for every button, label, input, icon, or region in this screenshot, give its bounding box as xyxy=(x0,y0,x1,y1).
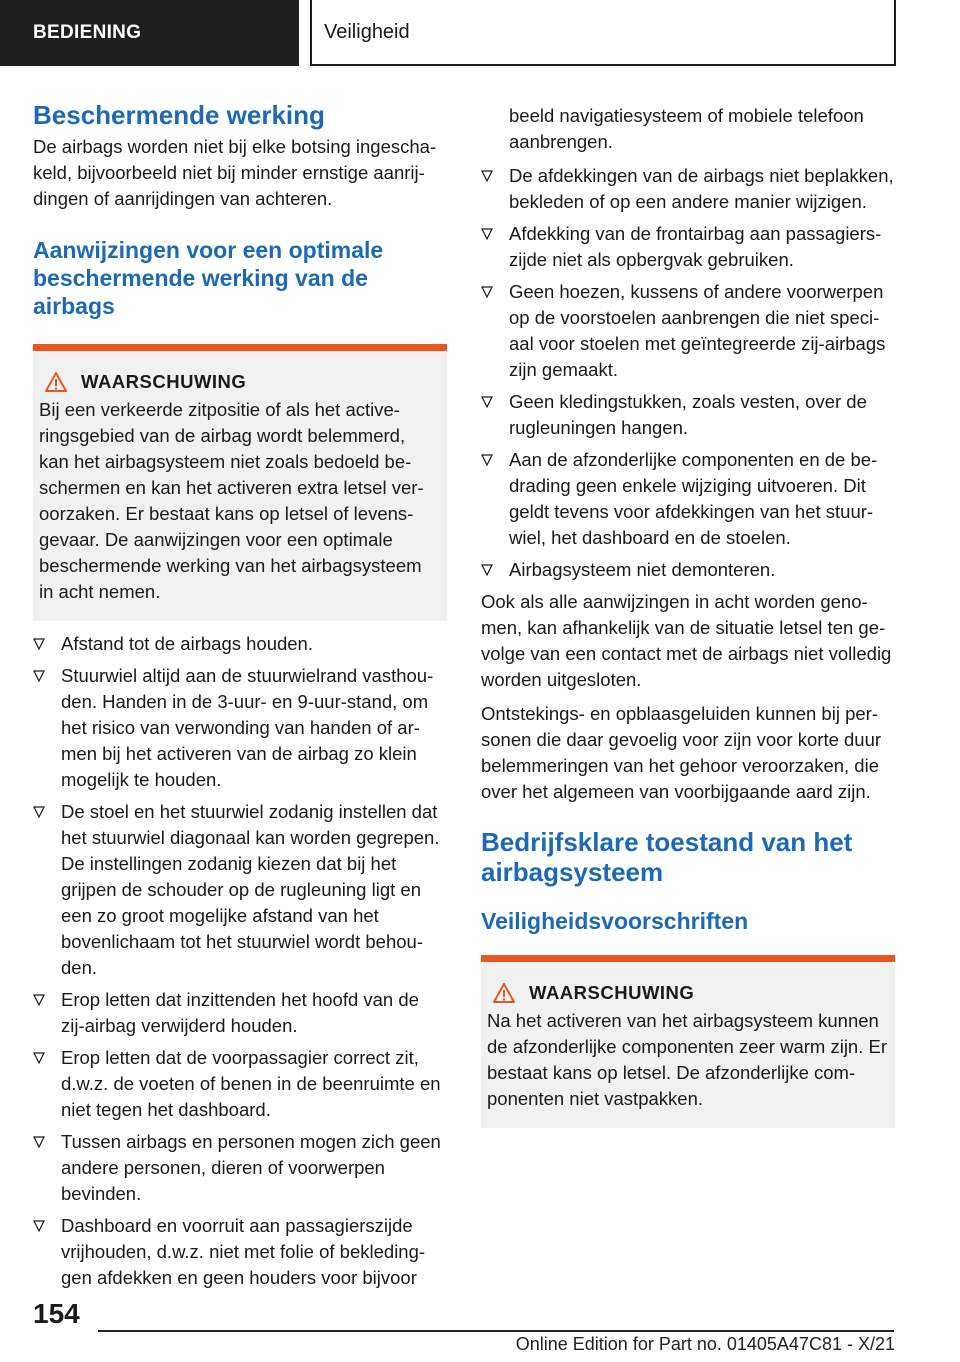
warning-text: Bij een verkeerde zitpositie of als het activeringsgebied van de airbag wordt belemmerd, kan het airbagsysteem niet zoals bedoeld beschermen en kan het activeren extra letsel veroorzaken. Er bestaat kans op letsel of levensgevaar. De aanwijzingen voor een optimale beschermende werking van het airbagsysteem in acht nemen. xyxy=(39,399,424,602)
list-item: Aan de afzonderlijke componenten en de bedrading geen enkele wijziging uitvoeren. Dit geldt tevens voor afdekkingen van het stuurwiel, het dashboard en de stoelen. xyxy=(481,447,895,551)
paragraph-protection: De airbags worden niet bij elke botsing ingeschakeld, bijvoorbeeld niet bij minder ernstige aanrijdingen of aanrijdingen van achteren. xyxy=(33,136,437,209)
footer-divider xyxy=(98,1330,894,1332)
warning-label: WAARSCHUWING xyxy=(529,982,695,1003)
warning-header xyxy=(487,982,887,1004)
warning-label: WAARSCHUWING xyxy=(81,371,247,392)
bullet-triangle-icon xyxy=(481,564,493,576)
page-number: 154 xyxy=(33,1298,80,1329)
left-column xyxy=(33,100,447,1297)
bullet-triangle-icon xyxy=(33,1220,45,1232)
warning-triangle-icon xyxy=(45,372,67,392)
subsection-title-hints: Aanwijzingen voor een optimale beschermende werking van de airbags xyxy=(33,237,384,319)
section-title-readiness: Bedrijfsklare toestand van het airbagsysteem xyxy=(481,827,853,887)
list-item: Erop letten dat inzittenden het hoofd van de zij-airbag verwijderd houden. xyxy=(33,987,447,1039)
list-item: De stoel en het stuurwiel zodanig instellen dat het stuurwiel diagonaal kan worden gegrepen. De instellingen zodanig kiezen dat bij het grijpen de schouder op de rugleuning ligt en een zo groot mogelijke afstand van het bovenlichaam tot het stuurwiel wordt behouden. xyxy=(33,799,447,981)
bullet-list-left xyxy=(33,631,447,1291)
list-item: Afdekking van de frontairbag aan passagierszijde niet als opbergvak gebruiken. xyxy=(481,221,895,273)
warning-triangle-icon xyxy=(493,983,515,1003)
right-column xyxy=(481,103,895,1128)
continued-bullet-text: beeld navigatiesysteem of mobiele telefoon aanbrengen. xyxy=(509,105,864,152)
header-topic xyxy=(310,0,896,66)
list-item: Dashboard en voorruit aan passagierszijde vrijhouden, d.w.z. niet met folie of bekledinggen afdekken en geen houders voor bijvoor xyxy=(33,1213,447,1291)
list-item: Stuurwiel altijd aan de stuurwielrand vasthouden. Handen in de 3-uur- en 9-uur-stand, om het risico van verwonding van handen of armen bij het activeren van de airbag zo klein mogelijk te houden. xyxy=(33,663,447,793)
warning-text: Na het activeren van het airbagsysteem kunnen de afzonderlijke componenten zeer warm zijn. Er bestaat kans op letsel. De afzonderlijke componenten niet vastpakken. xyxy=(487,1010,887,1109)
bullet-triangle-icon xyxy=(481,286,493,298)
warning-box xyxy=(481,955,895,1128)
list-item: De afdekkingen van de airbags niet beplakken, bekleden of op een andere manier wijzigen. xyxy=(481,163,895,215)
footer-edition: Online Edition for Part no. 01405A47C81 - X/21 xyxy=(515,1334,895,1354)
list-item: Airbagsysteem niet demonteren. xyxy=(481,557,895,583)
list-item: Afstand tot de airbags houden. xyxy=(33,631,447,657)
bullet-triangle-icon xyxy=(33,1052,45,1064)
header-section xyxy=(0,0,299,66)
header-topic-label: Veiligheid xyxy=(324,20,410,43)
list-item: Erop letten dat de voorpassagier correct zit, d.w.z. de voeten of benen in de beenruimte en niet tegen het dashboard. xyxy=(33,1045,447,1123)
paragraph-residual-risk: Ook als alle aanwijzingen in acht worden genomen, kan afhankelijk van de situatie letsel ten gevolge van een contact met de airbags niet volledig worden uitgesloten. xyxy=(481,591,892,690)
bullet-triangle-icon xyxy=(33,638,45,650)
paragraph-noise: Ontstekings- en opblaasgeluiden kunnen bij personen die daar gevoelig voor zijn voor korte duur belemmeringen van het gehoor veroorzaken, die over het algemeen van voorbijgaande aard zijn. xyxy=(481,703,882,802)
bullet-triangle-icon xyxy=(481,454,493,466)
bullet-triangle-icon xyxy=(33,1136,45,1148)
section-title-protection: Beschermende werking xyxy=(33,100,325,130)
bullet-triangle-icon xyxy=(481,228,493,240)
list-item: Tussen airbags en personen mogen zich geen andere personen, dieren of voorwerpen bevinden. xyxy=(33,1129,447,1207)
warning-header xyxy=(39,371,439,393)
bullet-triangle-icon xyxy=(481,396,493,408)
header-section-label: BEDIENING xyxy=(33,22,142,43)
list-item: Geen hoezen, kussens of andere voorwerpen op de voorstoelen aanbrengen die niet speciaal voor stoelen met geïntegreerde zij-airbags zijn gemaakt. xyxy=(481,279,895,383)
warning-box xyxy=(33,344,447,621)
list-item: Geen kledingstukken, zoals vesten, over de rugleuningen hangen. xyxy=(481,389,895,441)
bullet-triangle-icon xyxy=(33,670,45,682)
bullet-triangle-icon xyxy=(33,994,45,1006)
bullet-list-right xyxy=(481,163,895,583)
bullet-triangle-icon xyxy=(481,170,493,182)
bullet-triangle-icon xyxy=(33,806,45,818)
subsection-title-safety: Veiligheidsvoorschriften xyxy=(481,908,749,934)
